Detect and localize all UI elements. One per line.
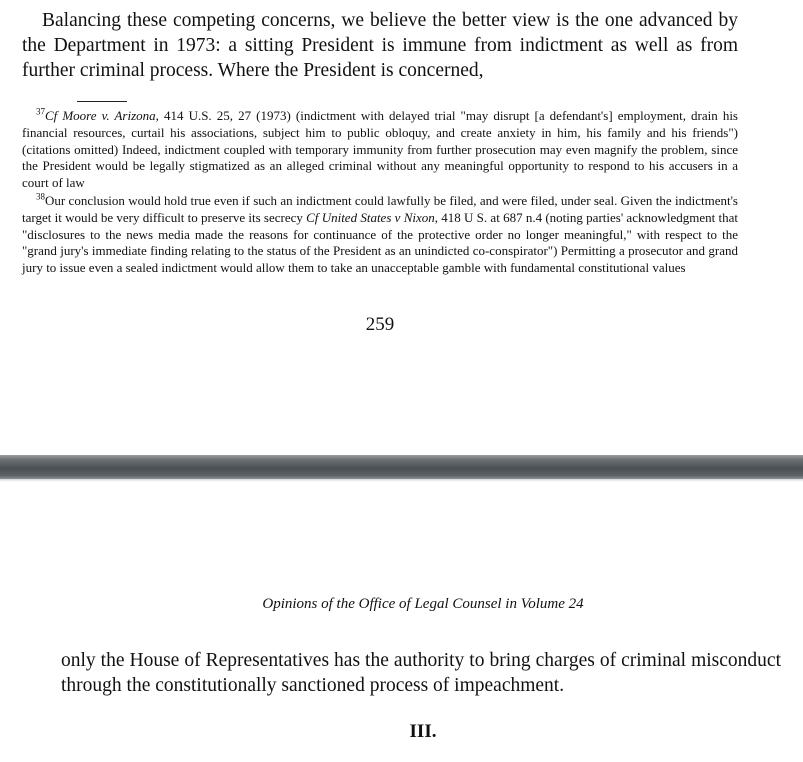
footnote-number: 38 bbox=[36, 191, 45, 202]
footnote-text: , 414 U.S. 25, 27 (1973) (indictment with delayed trial "may disrupt [a defendant's] employment, drain his financial resources, curtail his associations, subject him to public obloquy, and create anxiety in him, his family and his friends") (citations omitted) Indeed, indictment coupled with temporary immunity from further prosecution may even magnify the problem, since the President would be legally stigmatized as an alleged criminal without any meaningful opportunity to respond to his accusers in a court of law bbox=[22, 108, 738, 191]
case-citation: Cf United States v Nixon bbox=[306, 209, 435, 225]
footnote-number: 37 bbox=[36, 106, 45, 117]
page-separator bbox=[0, 455, 803, 479]
case-citation: Cf Moore v. Arizona bbox=[45, 108, 156, 123]
body-paragraph-continued: only the House of Representatives has the authority to bring charges of criminal misconduct through the constitutionally sanctioned process of impeachment. bbox=[61, 650, 781, 696]
running-head: Opinions of the Office of Legal Counsel in Volume 24 bbox=[262, 596, 584, 612]
page-separator-shadow bbox=[0, 479, 803, 482]
footnote-37 bbox=[22, 108, 738, 192]
page-number: 259 bbox=[365, 314, 395, 335]
section-heading: III. bbox=[409, 721, 437, 742]
footnote-38 bbox=[22, 193, 738, 277]
footnote-text-continued: , 418 U S. at 687 n.4 (noting parties' acknowledgment that "disclosures to the news media made the reasons for continuance of the protective order no longer meaningful," with respect to the "grand jury's immediate finding relating to the status of the President as an unindicted co-conspirator") Permitting a prosecutor and grand jury to issue even a sealed indictment would allow them to take an unacceptable gamble with fundamental constitutional values bbox=[22, 209, 738, 276]
body-paragraph: Balancing these competing concerns, we believe the better view is the one advanced by the Department in 1973: a sitting President is immune from indictment as well as from further criminal process. Where the President is concerned, bbox=[22, 10, 738, 81]
footnote-text: Our conclusion would hold true even if such an indictment could lawfully be filed, and were filed, under seal. Given the indictment's target it would be very difficult to preserve its secrecy bbox=[22, 193, 738, 225]
footnote-divider bbox=[77, 101, 127, 102]
